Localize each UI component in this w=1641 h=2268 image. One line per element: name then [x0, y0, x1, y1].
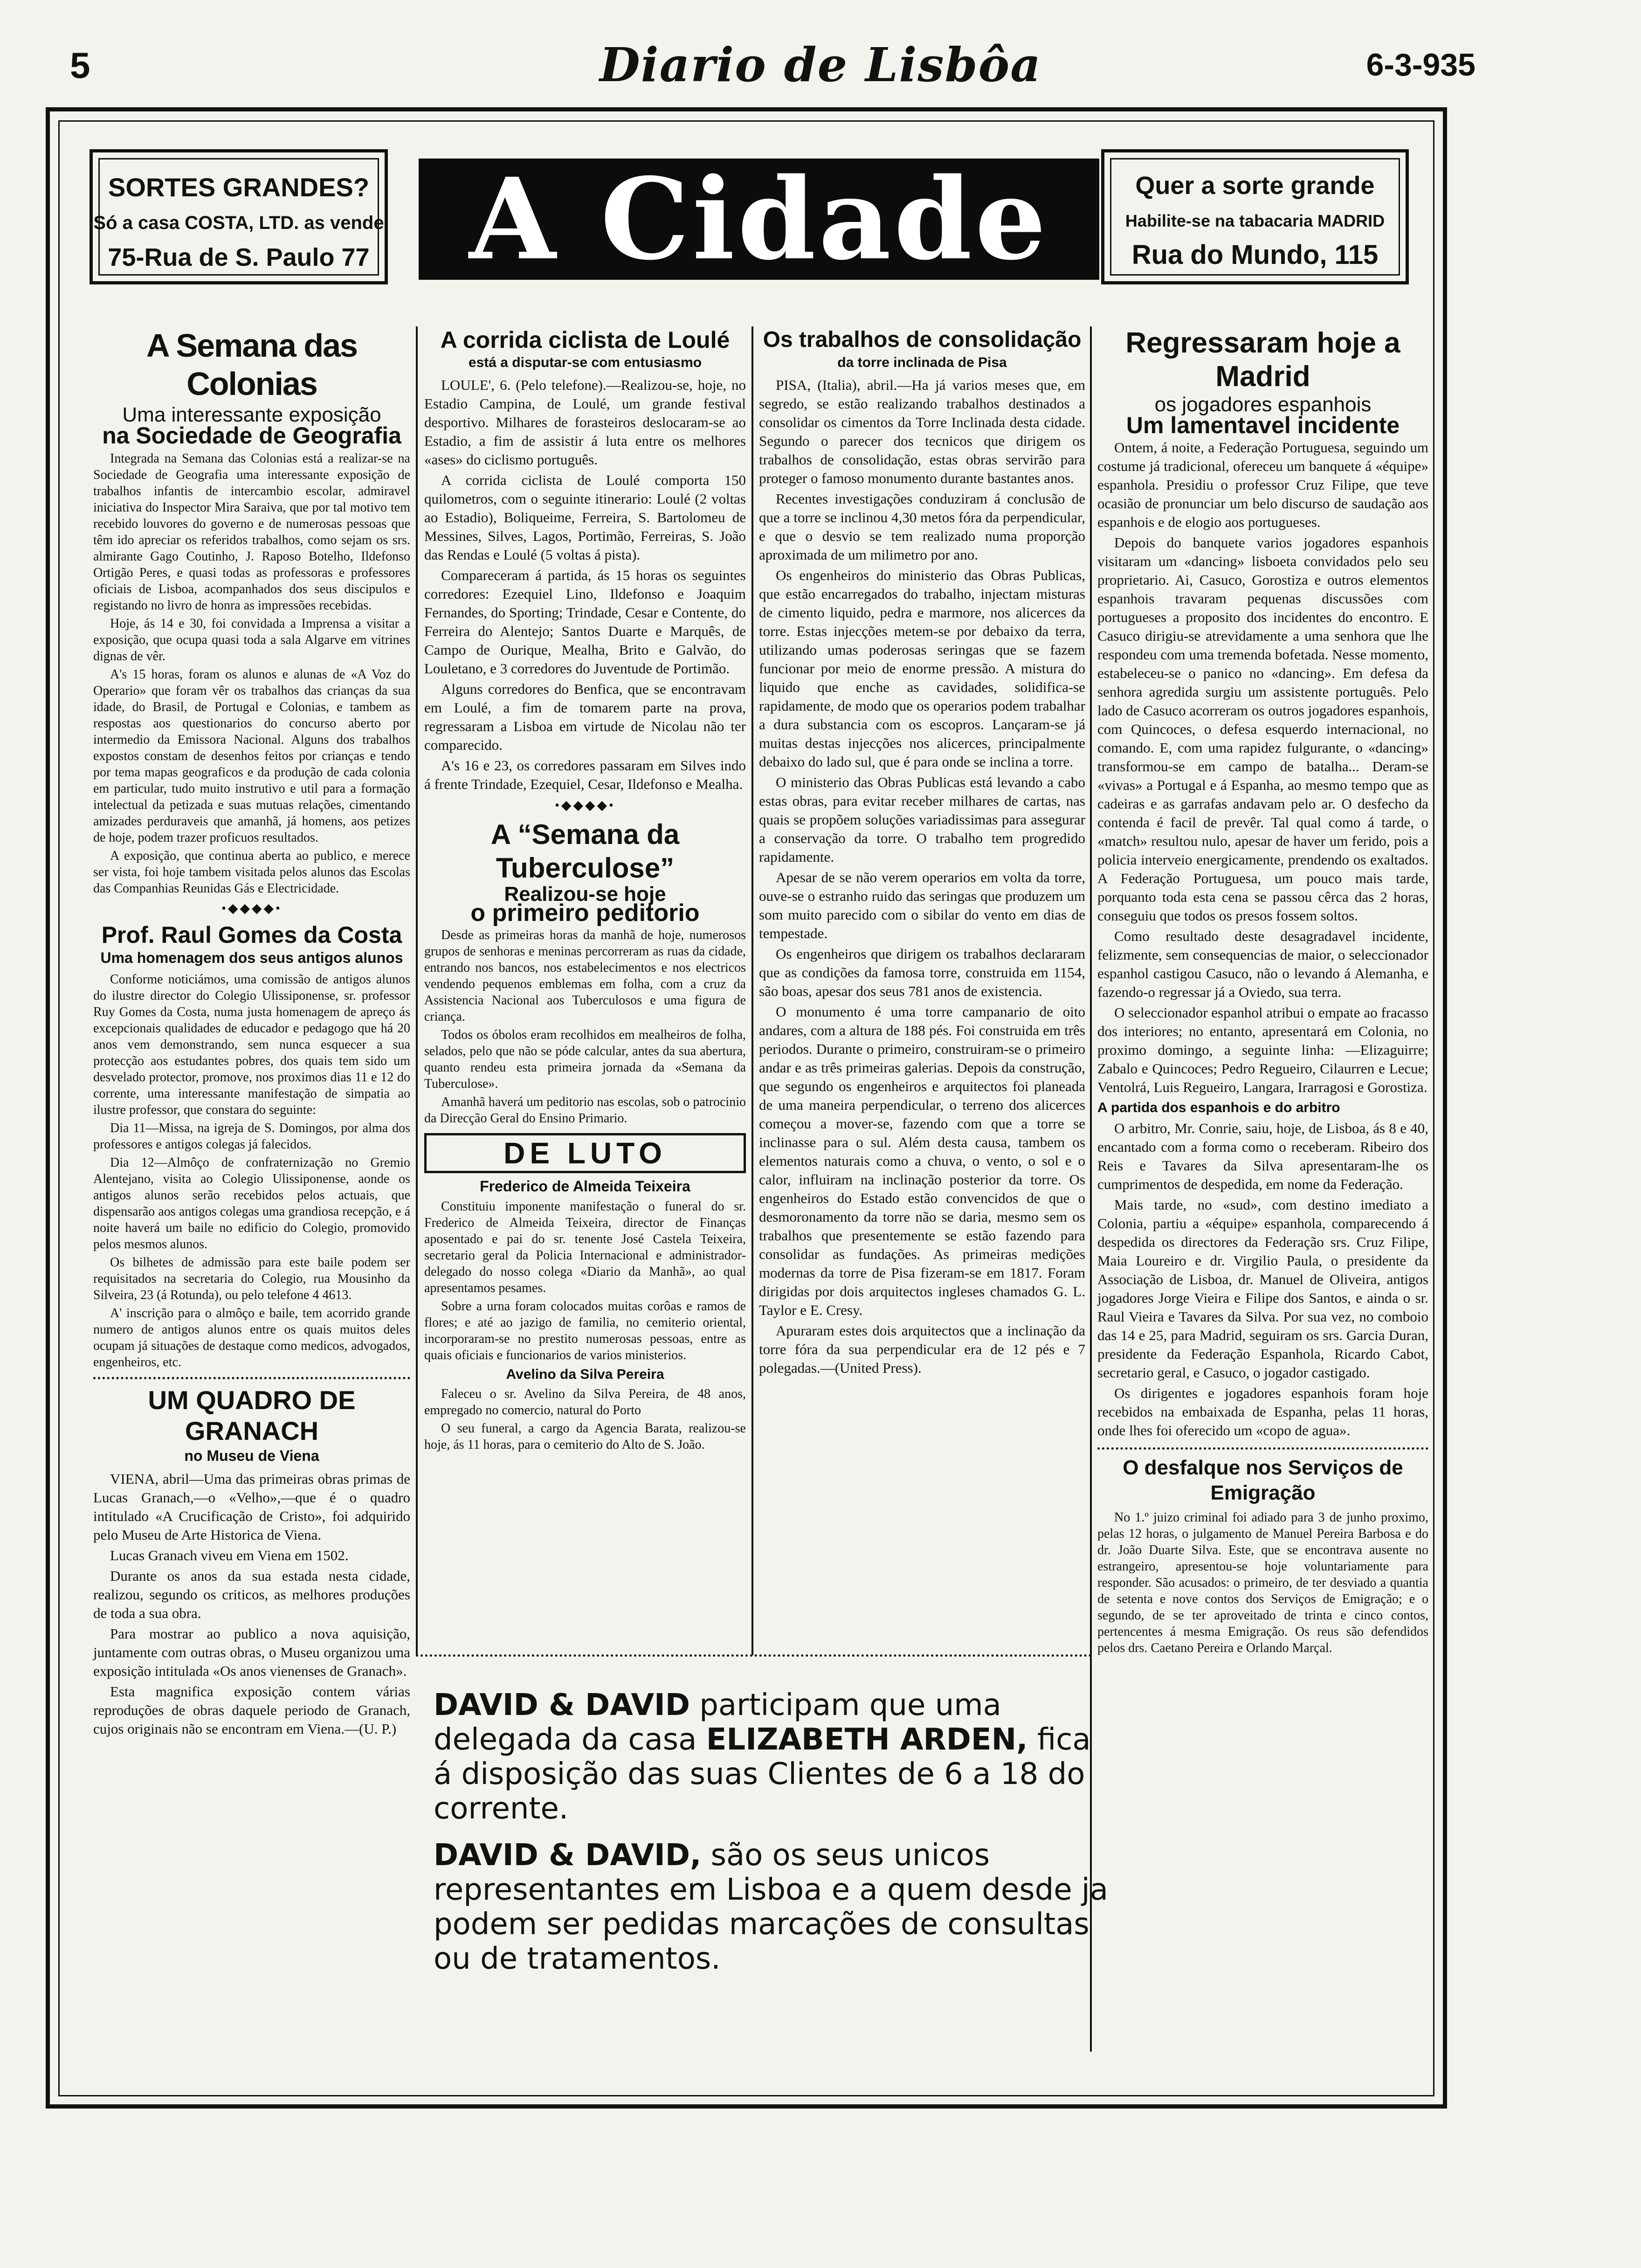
paragraph: Para mostrar ao publico a nova aquisição, juntamente com outras obras, o Museu organizou uma exposição intitulada «Os anos vienenses de Granach». — [93, 1625, 410, 1679]
headline: O desfalque nos Serviços de Emigração — [1123, 1456, 1403, 1504]
subheadline: Uma interessante exposição — [122, 403, 381, 426]
article-rule — [1097, 1447, 1428, 1450]
headline: A Semana das Colonias — [146, 327, 357, 402]
paragraph: Sobre a urna foram colocados muitas corôas e ramos de flores; e até ao jazigo de familia, no cemiterio oriental, incorporaram-se no prestito numerosas pessoas, entre as quais oficiais e funcionarios de varios ministerios. — [424, 1299, 746, 1362]
subheadline: Uma homenagem dos seus antigos alunos — [100, 949, 403, 966]
separator: •◆◆◆◆• — [221, 901, 282, 916]
ad-text: são os seus unicos representantes em Lisboa e a quem desde ja podem ser pedidas marcações de consultas ou de tratamentos. — [434, 1838, 1108, 1976]
column-4 — [1097, 326, 1428, 1658]
subheadline: Realizou-se hoje — [504, 883, 666, 906]
ad-brand: DAVID & DAVID, — [434, 1838, 702, 1873]
paragraph: VIENA, abril—Uma das primeiras obras primas de Lucas Granach,—o «Velho»,—que é o quadro intitulado «A Crucificação de Cristo», foi adquirido pelo Museu de Arte Historica de Viena. — [93, 1471, 410, 1543]
paragraph: Mais tarde, no «sud», com destino imediato a Colonia, partiu a «équipe» espanhola, comparecendo á despedida os directores da Federação srs. Cruz Filipe, Maia Loureiro e dr. Virgilio Paula, o presidente da Associação de Lisboa, dr. Manuel de Oliveira, antigos jogadores Jorge Vieira e Filipe dos Santos, e ainda o sr. Raul Vieira e Tavares da Silva. Por sua vez, no comboio das 14 e 25, para Madrid, seguiram os srs. Garcia Duran, presidente da Federação Espanhola, Ricardo Cabot, secretario geral, e Casuco, o jogador castigado. — [1097, 1196, 1428, 1381]
paragraph: Apuraram estes dois arquitectos que a inclinação da torre fóra da sua perpendicular era de 12 pés e 7 polegadas.—(United Press). — [759, 1322, 1085, 1376]
paragraph: A exposição, que continua aberta ao publico, e merece ser vista, foi hoje tambem visitada pelos alunos das Escolas das Companhias Reunidas Gás e Electricidade. — [93, 849, 410, 896]
headline: UM QUADRO DE GRANACH — [148, 1385, 356, 1445]
paragraph: Os bilhetes de admissão para este baile podem ser requisitados na secretaria do Colegio, rua Mousinho da Silveira, 23 (á Rotunda), ou pelo telefone 4 4613. — [93, 1255, 410, 1302]
paragraph: No 1.º juizo criminal foi adiado para 3 de junho proximo, pelas 12 horas, o julgamento de Manuel Pereira Barbosa e do dr. João Duarte Silva. Este, que se encontrava ausente no estrangeiro, apresentou-se hoje voluntariamente para responder. São acusados: o primeiro, de ter desviado a quantia de setenta e nove contos dos Serviços de Emigração; e o segundo, de se ter aproveitado de trinta e cinco contos, pertencentes á mesma Emigração. Os reus são defendidos pelos drs. Caetano Pereira e Orlando Marçal. — [1097, 1510, 1428, 1655]
subheadline: A partida dos espanhois e do arbitro — [1097, 1100, 1340, 1115]
separator: •◆◆◆◆• — [555, 798, 615, 813]
paragraph: Constituiu imponente manifestação o funeral do sr. Frederico de Almeida Teixeira, director de Finanças aposentado e pai do sr. tenente José Castela Teixeira, secretario geral da Policia Internacional e administrador-delegado do nosso colega «Diario da Manhã», ao qual apresentamos pesames. — [424, 1199, 746, 1295]
headline: A corrida ciclista de Loulé — [440, 327, 730, 353]
subheadline: o primeiro peditorio — [470, 899, 700, 927]
de-luto-box — [424, 1133, 746, 1173]
headline: DE LUTO — [503, 1136, 667, 1170]
paragraph: Os engenheiros do ministerio das Obras Publicas, que estão encarregados do trabalho, injectam misturas de cimento liquido, pedra e marmore, nos alicerces da torre. Estas injecções metem-se por debaixo da terra, utilizando umas poderosas seringas que se fazem funcionar por meio de enorme pressão. A mistura do liquido que enche as cavidades, solidifica-se rapidamente, de modo que os operarios podem trabalhar a dura substancia com os escopros. Lançaram-se já muitas destas injecções nos alicerces, principalmente debaixo do lado sul, que é para onde se inclina a torre. — [759, 567, 1085, 770]
paragraph: PISA, (Italia), abril.—Ha já varios meses que, em segredo, se estão realizando trabalhos destinados a consolidar os cimentos da Torre Inclinada desta cidade. Segundo o parecer dos tecnicos que dirigem os trabalhos de consolidação, estas obras servirão para proteger o famoso monumento durante bastantes anos. — [759, 377, 1085, 486]
ad-top-rule — [416, 1654, 1092, 1657]
ad-brand: ELIZABETH ARDEN, — [706, 1722, 1028, 1757]
paragraph: O arbitro, Mr. Conrie, saiu, hoje, de Lisboa, ás 8 e 40, encantado com a forma como o receberam. Ribeiro dos Reis e Tavares da Silva apresentaram-lhe os cumprimentos de despedida, em nome da Federação. — [1097, 1120, 1428, 1192]
column-1 — [93, 326, 410, 1740]
headline: A “Semana da Tuberculose” — [490, 819, 680, 884]
masthead: Diario de Lisbôa — [599, 37, 1042, 92]
headline: Prof. Raul Gomes da Costa — [101, 922, 402, 948]
paragraph: Recentes investigações conduziram á conclusão de que a torre se inclinou 4,30 metos fóra da perpendicular, e que o desvio se tem realizado numa proporção aproximada de um milimetro por ano. — [759, 491, 1085, 563]
paragraph: A corrida ciclista de Loulé comporta 150 quilometros, com o seguinte itinerario: Loulé (2 voltas ao Estadio), Boliqueime, Ferreira, S. Bartolomeu de Messines, Silves, Lagos, Portimão, Ferreiras, S. João das Rendas e Loulé (5 voltas á pista). — [424, 472, 746, 563]
ad-paragraph — [434, 1838, 1110, 1976]
paragraph: Desde as primeiras horas da manhã de hoje, numerosos grupos de senhoras e meninas percorreram as ruas da cidade, entrando nos bancos, nos estabelecimentos e nos electricos vendendo pequenos emblemas em folha, com a cruz da Assistencia Nacional aos Tuberculosos e uma figura de criança. — [424, 928, 746, 1024]
subheadline: no Museu de Viena — [184, 1447, 319, 1464]
paragraph: Integrada na Semana das Colonias está a realizar-se na Sociedade de Geografia uma interessante exposição de trabalhos infantis de intercambio escolar, admiravel iniciativa do Inspector Mira Saraiva, que por tal motivo tem recebido louvores do governo e de numerosas pessoas que têm ido apreciar os referidos trabalhos, como sejam os srs. almirante Gago Coutinho, J. Raposo Botelho, Ildefonso Ortigão Peres, e quasi todas as professoras e professores oficiais de Lisboa, acompanhados dos seus discipulos e registando no livro de honra as impressões recebidas. — [93, 451, 410, 613]
paragraph: A's 16 e 23, os corredores passaram em Silves indo á frente Trindade, Ezequiel, Cesar, Ildefonso e Mealha. — [424, 757, 746, 792]
paragraph: Apesar de se não verem operarios em volta da torre, ouve-se o estranho ruido das seringas que produzem um som muito parecido com o sibilar do vento em dias de tempestade. — [759, 869, 1085, 941]
paragraph: Todos os óbolos eram recolhidos em mealheiros de folha, selados, pelo que não se póde calcular, antes da sua abertura, quanto rendeu esta primeira jornada da «Semana da Tuberculose». — [424, 1028, 746, 1091]
paragraph: Hoje, ás 14 e 30, foi convidada a Imprensa a visitar a exposição, que ocupa quasi toda a sala Algarve em vitrines dignas de vêr. — [93, 616, 410, 664]
subheadline: está a disputar-se com entusiasmo — [468, 355, 702, 370]
ad-line: Rua do Mundo, 115 — [1131, 240, 1379, 270]
subheadline: na Sociedade de Geografia — [102, 422, 401, 449]
page-number: 5 — [70, 45, 90, 86]
paragraph: Faleceu o sr. Avelino da Silva Pereira, de 48 anos, empregado no comercio, natural do Porto — [424, 1387, 746, 1418]
paragraph: A's 15 horas, foram os alunos e alunas de «A Voz do Operario» que foram vêr os trabalhos das crianças da sua idade, do Brasil, de Portugal e Colonias, e tambem as respostas aos questionarios do concurso aberto por intermedio da Emissora Nacional. Alguns dos trabalhos expostos constam de desenhos feitos por crianças e tendo por tema mapas geograficos e da produção de cada colonia em particular, tudo muito instrutivo e util para a formação intelectual da petizada e suas mutuas relações, cimentando amizades perduraveis que amanhã, já homens, aos petizes de hoje, podem trazer proficuos resultados. — [93, 667, 410, 845]
ad-line: SORTES GRANDES? — [108, 173, 370, 202]
issue-date: 6-3-935 — [1366, 47, 1476, 83]
paragraph: Alguns corredores do Benfica, que se encontravam em Loulé, a fim de tomarem parte na prova, regressaram a Lisboa em virtude de Nicolau não ter comparecido. — [424, 681, 746, 753]
paragraph: Depois do banquete varios jogadores espanhois visitaram um «dancing» lisboeta convidados pelo seu proprietario. Ai, Casuco, Gorostiza e outros elementos espanhois travaram pequenas discussões com portugueses a proposito dos incidentes do encontro. E Casuco dirigiu-se atrevidamente a uma senhora que lhe respondeu com uma tremenda bofetada. Nesse momento, estabeleceu-se o panico no «dancing». Em defesa da senhora agredida surgiu um assistente português. Pelo lado de Casuco acorreram os outros jogadores espanhois, com Quincoces, o defesa esquerdo internacional, no comando. E, com uma rapidez fulgurante, o «dancing» transformou-se em campo de batalha... Deram-se «vivas» a Portugal e á Espanha, ao mesmo tempo que as cadeiras e as garrafas andavam pelo ar. O desfecho da contenda é facil de prevêr. Tal qual como á tarde, o «match» resultou nulo, apesar de haver um ferido, pois a policia interveio energicamente, prendendo os exaltados. A Federação Portuguesa, um pouco mais tarde, porquanto toda esta cena se passou cêrca das 2 horas, conseguiu que todos os presos fossem soltos. — [1097, 534, 1428, 924]
paragraph: Durante os anos da sua estada nesta cidade, realizou, segundo os criticos, as melhores produções de toda a sua obra. — [93, 1568, 410, 1621]
paragraph: O ministerio das Obras Publicas está levando a cabo estas obras, para evitar receber milhares de cartas, nas quais se propõem soluções variadissimas para assegurar a conservação da torre. O trabalho tem progredido rapidamente. — [759, 774, 1085, 865]
headline: Regressaram hoje a Madrid — [1125, 327, 1400, 393]
ad-paragraph — [434, 1688, 1110, 1826]
paragraph: Os dirigentes e jogadores espanhois foram hoje recebidos na embaixada de Espanha, pelas 11 horas, onde lhes foi oferecido um «copo de agua». — [1097, 1385, 1428, 1438]
ad-david-and-david — [434, 1688, 1110, 1988]
paragraph: Ontem, á noite, a Federação Portuguesa, seguindo um costume já tradicional, ofereceu um banquete á «équipe» espanhola. Presidiu o professor Cruz Filipe, que teve ocasião de pronunciar um belo discurso de saudação aos espanhois e de elogio aos portugueses. — [1097, 439, 1428, 530]
paragraph: Lucas Granach viveu em Viena em 1502. — [110, 1547, 349, 1563]
paragraph: Os engenheiros que dirigem os trabalhos declararam que as condições da famosa torre, construida em 1154, são boas, apesar dos seus 781 anos de existencia. — [759, 946, 1085, 999]
ad-line: Quer a sorte grande — [1135, 172, 1375, 200]
column-3 — [759, 326, 1085, 1379]
ad-line: Habilite-se na tabacaria MADRID — [1125, 211, 1385, 230]
subheadline: Avelino da Silva Pereira — [506, 1367, 664, 1382]
paragraph: Dia 12—Almôço de confraternização no Gremio Alentejano, visita ao Colegio Ulissiponense, aonde os antigos alunos serão recebidos pelos actuais, que dispensarão aos antigos colegas uma grandiosa recepção, e á noite haverá um baile no edificio do Colegio, promovido pelos mesmos alunos. — [93, 1155, 410, 1252]
paragraph: O monumento é uma torre campanario de oito andares, com a altura de 188 pés. Foi construida em três periodos. Durante o primeiro, construiram-se o primeiro andar e as três primeiras galerias. Depois da construção, que segundo os engenheiros e arquitectos foi planeada de uma maneira perpendicular, o terreno dos alicerces começou a mover-se, fazendo com que a torre se inclinasse para o sul. Além desta causa, tambem os elementos naturais como a chuva, o vento, o sol e o calor, influiram na inclinação posterior da torre. Os engenheiros do Estado estão convencidos de que o desmoronamento da torre não se daria, mesmo sem os trabalhos que presentemente se estão fazendo para consolidar as fundações. As primeiras medições modernas da torre de Pisa fizeram-se em 1817. Foram dirigidas por dois arquitectos ingleses chamados G. L. Taylor e E. Cresy. — [759, 1003, 1085, 1318]
paragraph: O seu funeral, a cargo da Agencia Barata, realizou-se hoje, ás 11 horas, para o cemiterio do Alto de S. João. — [424, 1421, 746, 1452]
ad-line: 75-Rua de S. Paulo 77 — [108, 243, 370, 271]
paragraph: Conforme noticiámos, uma comissão de antigos alunos do ilustre director do Colegio Ulissiponense, sr. professor Ruy Gomes da Costa, numa justa homenagem de apreço ás excepcionais qualidades de educador e pedagogo que há 20 anos vem demonstrando, sem nunca esquecer a sua protecção aos estudantes pobres, dos quais tem sido um desvelado protector, promove, nos proximos dias 11 e 12 do corrente, uma interessante manifestação de simpatia ao ilustre professor, que constara do seguinte: — [93, 972, 410, 1117]
paragraph: Amanhã haverá um peditorio nas escolas, sob o patrocinio da Direcção Geral do Ensino Primario. — [424, 1095, 746, 1126]
paragraph: Esta magnifica exposição contem várias reproduções de obras daquele periodo de Granach, cujos originais não se encontram em Viena.—(U. P.) — [93, 1683, 410, 1737]
subheadline: Frederico de Almeida Teixeira — [480, 1178, 690, 1195]
column-2 — [424, 326, 746, 1455]
ad-sortes-grandes — [90, 149, 388, 284]
column-rule — [752, 326, 753, 1655]
section-title-a-cidade: A Cidade — [419, 159, 1099, 280]
ad-line: Só a casa COSTA, LTD. as vende — [93, 213, 384, 233]
ad-brand: DAVID & DAVID — [434, 1688, 690, 1722]
headline: Os trabalhos de consolidação — [763, 327, 1082, 352]
paragraph: A' inscrição para o almôço e baile, tem acorrido grande numero de antigos alunos entre os quais muitos deles ocupam já situações de destaque como medicos, advogados, engenheiros, etc. — [93, 1306, 410, 1369]
ad-text: participam que uma delegada da casa — [434, 1688, 1001, 1757]
paragraph: Compareceram á partida, ás 15 horas os seguintes corredores: Ezequiel Lino, Ildefonso e Joaquim Fernandes, do Sporting; Trindade, Cesar e Contente, do Ferreira do Alentejo; Santos Duarte e Marquês, de Campo de Ourique, Mealha, Brito e Galvão, do Louletano, e 3 corredores do Juventude de Portimão. — [424, 567, 746, 677]
article-rule — [93, 1377, 410, 1379]
column-rule — [416, 326, 418, 1655]
subheadline: os jogadores espanhois — [1154, 393, 1372, 416]
ad-sorte-grande-madrid — [1101, 149, 1409, 284]
subheadline: Um lamentavel incidente — [1126, 412, 1400, 438]
paragraph: Dia 11—Missa, na igreja de S. Domingos, por alma dos professores e antigos colegas já falecidos. — [93, 1121, 410, 1152]
paragraph: LOULE', 6. (Pelo telefone).—Realizou-se, hoje, no Estadio Campina, de Loulé, um grande festival desportivo. Milhares de forasteiros deslocaram-se ao Estadio, a fim de assistir á luta entre os melhores «ases» do ciclismo português. — [424, 377, 746, 468]
paragraph: Como resultado deste desagradavel incidente, felizmente, sem consequencias de maior, o seleccionador espanhol castigou Casuco, não o levando á Alemanha, e fazendo-o regressar já a Oviedo, sua terra. — [1097, 928, 1428, 1000]
subheadline: da torre inclinada de Pisa — [837, 355, 1007, 370]
ad-text: fica á disposição das suas Clientes de 6 a 18 do corrente. — [434, 1722, 1091, 1826]
paragraph: O seleccionador espanhol atribui o empate ao fracasso dos interiores; no entanto, apresentará em Colonia, no proximo domingo, a seguinte linha: —Elizaguirre; Zabalo e Quincoces; Pedro Regueiro, Cilaurren e Lecue; Ventolrá, Luis Regueiro, Langara, Irarragosi e Gorostiza. — [1097, 1004, 1428, 1095]
